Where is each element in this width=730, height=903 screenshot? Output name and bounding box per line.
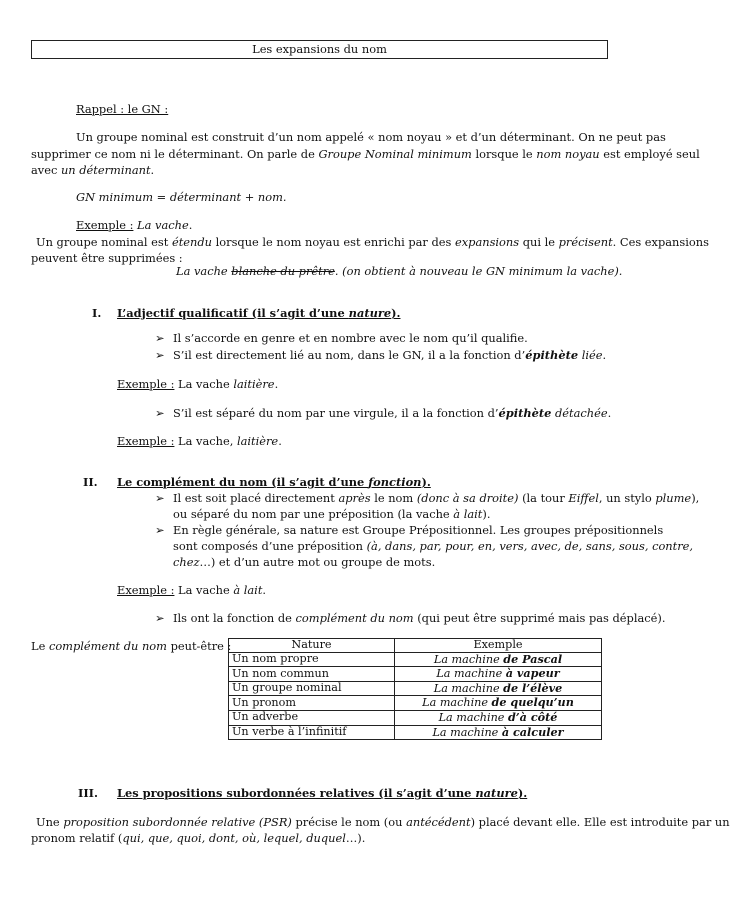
section-1-bullet-3: ➢ S’il est séparé du nom par une virgule, il a la fonction d’épithète détachée.: [155, 406, 612, 420]
section-3-number: III.: [78, 786, 98, 800]
arrow-bullet-icon: ➢: [155, 491, 165, 505]
section-2-bullet-1-line-2: ou séparé du nom par une préposition (la vache à lait).: [173, 507, 491, 521]
table-cell-nature: Un nom commun: [229, 667, 395, 682]
section-3-paragraph-line-2: pronom relatif (qui, que, quoi, dont, où, lequel, duquel…).: [31, 831, 366, 845]
table-cell-exemple: La machine à vapeur: [395, 667, 602, 682]
page-title: Les expansions du nom: [31, 40, 608, 59]
table-cell-exemple: La machine d’à côté: [395, 710, 602, 725]
arrow-bullet-icon: ➢: [155, 611, 165, 625]
section-2-bullet-3: ➢ Ils ont la fonction de complément du nom (qui peut être supprimé mais pas déplacé).: [155, 611, 666, 625]
section-2-example: Exemple : La vache à lait.: [117, 583, 267, 597]
table-row: [229, 652, 602, 667]
table-cell-nature: Un verbe à l’infinitif: [229, 725, 395, 740]
arrow-bullet-icon: ➢: [155, 331, 165, 345]
gn-etendu-line-2: peuvent être supprimées :: [31, 251, 183, 265]
table-cell-nature: Un nom propre: [229, 652, 395, 667]
table-cell-exemple: La machine à calculer: [395, 725, 602, 740]
cdn-intro: Le complément du nom peut-être :: [31, 639, 232, 653]
rappel-paragraph-line-3: avec un déterminant.: [31, 163, 155, 177]
table-header-nature: Nature: [229, 639, 395, 653]
table-row: [229, 696, 602, 711]
cdn-nature-table: [228, 638, 602, 740]
rappel-heading: Rappel : le GN :: [76, 102, 169, 116]
table-row: [229, 681, 602, 696]
arrow-bullet-icon: ➢: [155, 348, 165, 362]
table-cell-nature: Un groupe nominal: [229, 681, 395, 696]
gn-etendu-example: La vache blanche du prêtre. (on obtient à nouveau le GN minimum la vache).: [176, 264, 623, 278]
section-2-bullet-1: ➢ Il est soit placé directement après le nom (donc à sa droite) (la tour Eiffel, un stylo plume),: [155, 491, 700, 505]
section-3-title: Les propositions subordonnées relatives (il s’agit d’une nature).: [117, 786, 528, 800]
table-row: [229, 725, 602, 740]
gn-etendu-line-1: Un groupe nominal est étendu lorsque le nom noyau est enrichi par des expansions qui le précisent. Ces expansions: [36, 235, 709, 249]
rappel-example: Exemple : La vache.: [76, 218, 193, 232]
arrow-bullet-icon: ➢: [155, 523, 165, 537]
section-3-paragraph-line-1: Une proposition subordonnée relative (PSR) précise le nom (ou antécédent) placé devant elle. Elle est introduite par un: [36, 815, 730, 829]
section-1-title: L’adjectif qualificatif (il s’agit d’une nature).: [117, 306, 401, 320]
section-2-number: II.: [83, 475, 98, 489]
table-cell-exemple: La machine de quelqu’un: [395, 696, 602, 711]
section-2-bullet-2: ➢ En règle générale, sa nature est Groupe Prépositionnel. Les groupes prépositionnels: [155, 523, 664, 537]
section-1-example-1: Exemple : La vache laitière.: [117, 377, 279, 391]
section-2-title: Le complément du nom (il s’agit d’une fonction).: [117, 475, 431, 489]
rappel-paragraph-line-1: Un groupe nominal est construit d’un nom appelé « nom noyau » et d’un déterminant. On ne peut pas: [76, 130, 666, 144]
table-cell-exemple: La machine de l’élève: [395, 681, 602, 696]
table-header-row: [229, 639, 602, 653]
section-1-bullet-1: ➢ Il s’accorde en genre et en nombre avec le nom qu’il qualifie.: [155, 331, 528, 345]
rappel-paragraph-line-2: supprimer ce nom ni le déterminant. On parle de Groupe Nominal minimum lorsque le nom noyau est employé seul: [31, 147, 700, 161]
table-row: [229, 667, 602, 682]
section-2-bullet-2-line-3: chez…) et d’un autre mot ou groupe de mots.: [173, 555, 436, 569]
section-1-example-2: Exemple : La vache, laitière.: [117, 434, 282, 448]
table-cell-nature: Un pronom: [229, 696, 395, 711]
table-row: [229, 710, 602, 725]
section-1-bullet-2: ➢ S’il est directement lié au nom, dans le GN, il a la fonction d’épithète liée.: [155, 348, 607, 362]
section-1-number: I.: [92, 306, 102, 320]
arrow-bullet-icon: ➢: [155, 406, 165, 420]
gn-formula: GN minimum = déterminant + nom.: [76, 190, 287, 204]
section-2-bullet-2-line-2: sont composés d’une préposition (à, dans, par, pour, en, vers, avec, de, sans, sous, contre,: [173, 539, 694, 553]
table-cell-exemple: La machine de Pascal: [395, 652, 602, 667]
table-header-exemple: Exemple: [395, 639, 602, 653]
table-cell-nature: Un adverbe: [229, 710, 395, 725]
